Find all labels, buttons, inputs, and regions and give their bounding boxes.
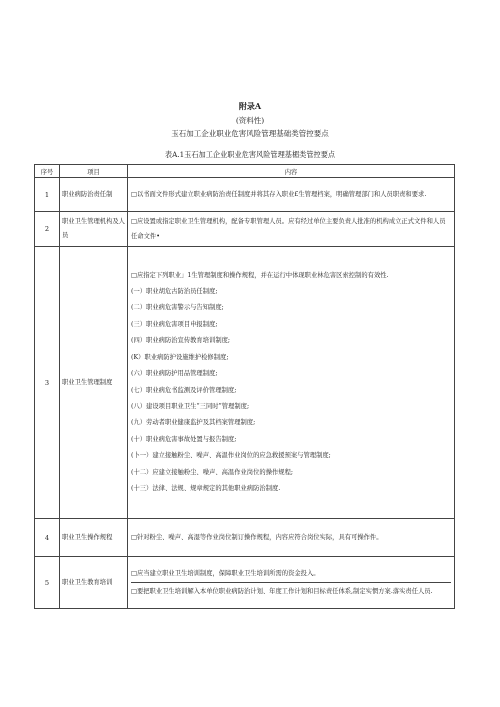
row-number: 3 xyxy=(35,247,60,519)
row-item: 职业病防治责任制 xyxy=(60,178,128,212)
content-line: (一）职业胡危古防治员任制度; xyxy=(131,288,218,296)
requirements-table xyxy=(34,164,455,609)
row-content xyxy=(128,178,455,212)
content-line: (十二）应建立接触粉尘、噪声、高温作业岗位的操作规程; xyxy=(131,468,294,476)
table-header-row xyxy=(35,165,455,178)
table-title: 表A.1玉石加工企业职业危害风险管理基楣类管控要点 xyxy=(164,150,336,159)
appendix-label: 附录A xyxy=(238,101,262,111)
content-line: (六）职业病防护用品管理制度; xyxy=(131,370,218,378)
row-content xyxy=(128,557,455,609)
table-row xyxy=(35,247,455,519)
content-line: (十三）法律、法规、规章规定的其他职业病防治制度. xyxy=(131,484,281,492)
column-header-no: 序号 xyxy=(35,165,60,178)
row-item: 职业卫生管理机构及人员 xyxy=(60,212,128,247)
row-content xyxy=(128,247,455,519)
content-line: (三）职业病危害项目申报制度; xyxy=(131,320,218,328)
row-content xyxy=(128,212,455,247)
content-line: (二）职业病危害警示与告知制度; xyxy=(131,304,224,312)
content-line: □针对粉尘、噪声、高湿等作业岗位制订操作规程，内容应符合岗位实际，具有可操作件。 xyxy=(131,533,383,541)
row-number: 1 xyxy=(35,178,60,212)
row-item: 职业卫生管理制度 xyxy=(60,247,128,519)
content-line: □要把职业卫生培训解入本单位职业病防治计划、年度工作计划和目标责任体系,制定实惘方案.落实责任人员. xyxy=(131,582,451,600)
content-line: (K）职业病防护设施维护检修制度; xyxy=(131,353,229,361)
appendix-nature: (资料性) xyxy=(235,116,265,125)
row-number: 5 xyxy=(35,557,60,609)
document-title: 玉石加工企业职业危害风险管理基础类管控要点 xyxy=(171,129,329,138)
row-number: 4 xyxy=(35,519,60,557)
row-number: 2 xyxy=(35,212,60,247)
row-item: 职业卫生操作规程 xyxy=(60,519,128,557)
content-line: □应设置或指定职业卫生管理机构，配备专职管理人员。应有经过单位主要负责人批准的机构成立正式文件和人员任命文件• xyxy=(131,217,446,240)
table-row xyxy=(35,519,455,557)
table-row xyxy=(35,557,455,609)
content-line: (四）职业病防治宣传教育培训制度; xyxy=(131,337,231,345)
content-line: □应指定下列职业」1生管理制度和操作规程，并在运行中体现职业林危害区索控制的有效性. xyxy=(131,271,389,279)
row-item: 职业卫生教育培训 xyxy=(60,557,128,609)
table-row xyxy=(35,212,455,247)
column-header-item: 项目 xyxy=(60,165,128,178)
content-line: (八）建设项目职业卫生“三同时”管理制度; xyxy=(131,402,250,410)
row-content xyxy=(128,519,455,557)
content-line: (七）职业病危书监测及评价管理制度; xyxy=(131,386,237,394)
content-line: (十）职业病危害事故处置与报告制度; xyxy=(131,435,237,443)
column-header-content: 内容 xyxy=(128,165,455,178)
content-line: □以书面文件形式建立职业病防治责任制度并将其存入职业£生管理档案，明确管理部门和人员职责和要求. xyxy=(131,190,427,198)
content-line: □应当建立职业卫生培训制度，保障职业卫生培训所需的资金投入。 xyxy=(131,569,320,577)
table-row xyxy=(35,178,455,212)
content-line: (卜一）建立接触粉尘、噪声、高温作业岗位的应急救援预案与管理制度; xyxy=(131,452,331,460)
content-line: (九）劳动者职业健康监护及其档案管理制度; xyxy=(131,419,256,427)
